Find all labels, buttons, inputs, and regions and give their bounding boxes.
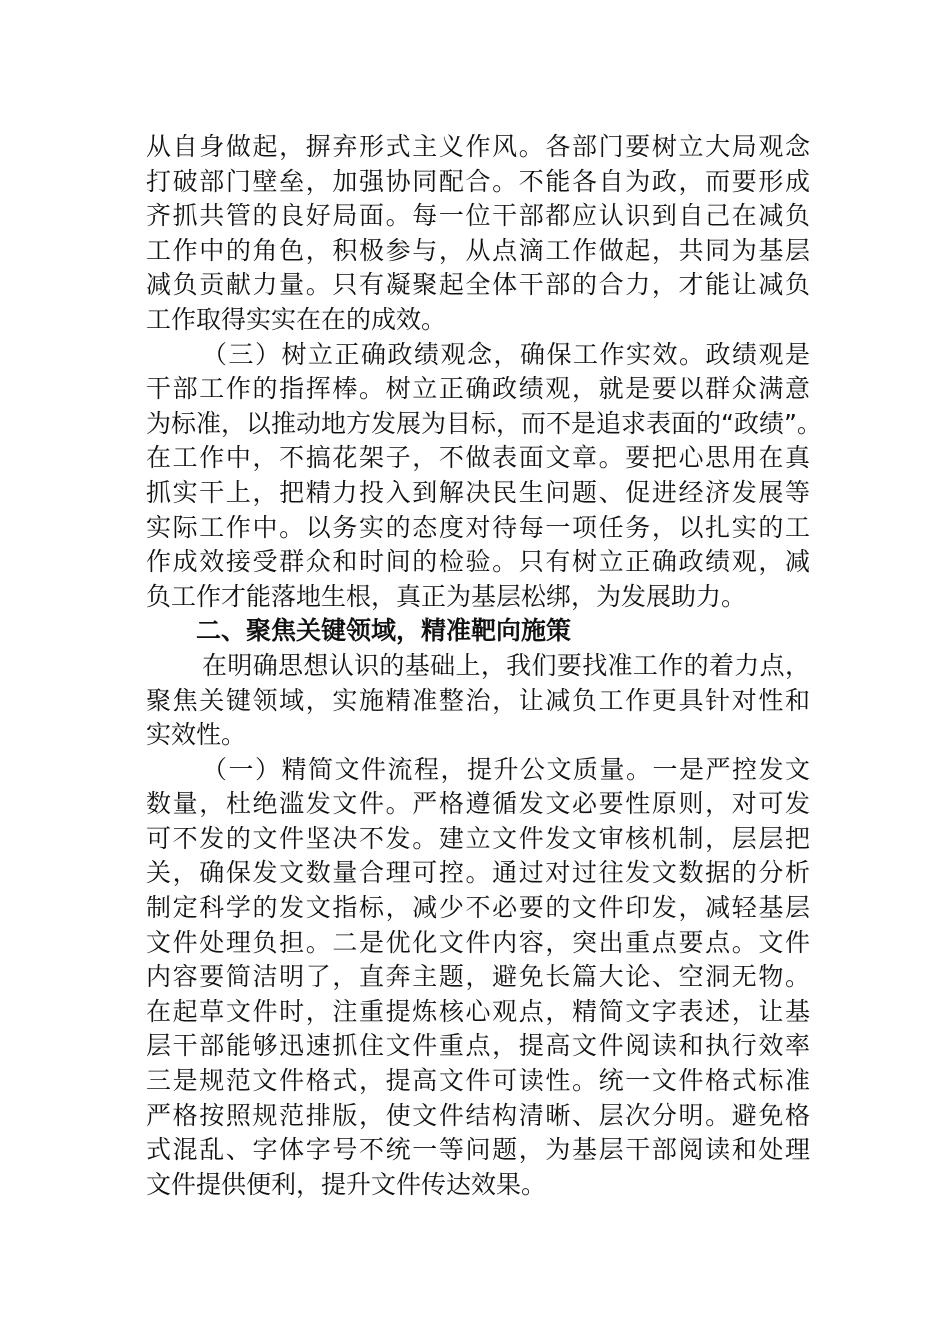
text-line: 在明确思想认识的基础上，我们要找准工作的着力点， [202, 650, 810, 680]
text-line: 式混乱、字体字号不统一等问题，为基层干部阅读和处理 [146, 1135, 810, 1165]
document-body [146, 130, 822, 1202]
text-line: （三）树立正确政绩观念，确保工作实效。政绩观是 [202, 339, 810, 369]
text-line: 关，确保发文数量合理可控。通过对过往发文数据的分析 [146, 858, 810, 888]
text-line: 实效性。 [146, 720, 247, 750]
text-line: 负工作才能落地生根，真正为基层松绑，为发展助力。 [146, 581, 747, 611]
text-line: 三是规范文件格式，提高文件可读性。统一文件格式标准 [146, 1066, 810, 1096]
text-line: 文件提供便利，提升文件传达效果。 [146, 1169, 547, 1199]
text-line: 聚焦关键领域，实施精准整治，让减负工作更具针对性和 [146, 685, 810, 715]
text-line: 在起草文件时，注重提炼核心观点，精简文字表述，让基 [146, 996, 810, 1026]
text-line: 内容要简洁明了，直奔主题，避免长篇大论、空洞无物。 [146, 962, 810, 992]
text-line: 工作取得实实在在的成效。 [146, 304, 447, 334]
text-line: （一）精简文件流程，提升公文质量。一是严控发文 [202, 754, 810, 784]
text-line: 文件处理负担。二是优化文件内容，突出重点要点。文件 [146, 927, 810, 957]
text-line: 工作中的角色，积极参与，从点滴工作做起，共同为基层 [146, 235, 810, 265]
text-line: 严格按照规范排版，使文件结构清晰、层次分明。避免格 [146, 1100, 810, 1130]
text-line: 可不发的文件坚决不发。建立文件发文审核机制，层层把 [146, 823, 810, 853]
text-line: 从自身做起，摒弃形式主义作风。各部门要树立大局观念 [146, 132, 810, 161]
text-line: 为标准，以推动地方发展为目标，而不是追求表面的“政绩”。 [146, 408, 822, 438]
section-heading: 二、聚焦关键领域，精准靶向施策 [196, 616, 572, 646]
text-line: 干部工作的指挥棒。树立正确政绩观，就是要以群众满意 [146, 374, 810, 404]
text-line: 在工作中，不搞花架子，不做表面文章。要把心思用在真 [146, 443, 810, 473]
text-line: 打破部门壁垒，加强协同配合。不能各自为政，而要形成 [146, 166, 810, 196]
text-line: 制定科学的发文指标，减少不必要的文件印发，减轻基层 [146, 893, 810, 923]
text-line: 作成效接受群众和时间的检验。只有树立正确政绩观，减 [146, 547, 810, 577]
text-line: 齐抓共管的良好局面。每一位干部都应认识到自己在减负 [146, 201, 810, 231]
text-line: 数量，杜绝滥发文件。严格遵循发文必要性原则，对可发 [146, 789, 810, 819]
text-line: 层干部能够迅速抓住文件重点，提高文件阅读和执行效率 [146, 1031, 810, 1061]
text-line: 抓实干上，把精力投入到解决民生问题、促进经济发展等 [146, 477, 810, 507]
text-line: 减负贡献力量。只有凝聚起全体干部的合力，才能让减负 [146, 270, 810, 300]
text-line: 实际工作中。以务实的态度对待每一项任务，以扎实的工 [146, 512, 810, 542]
